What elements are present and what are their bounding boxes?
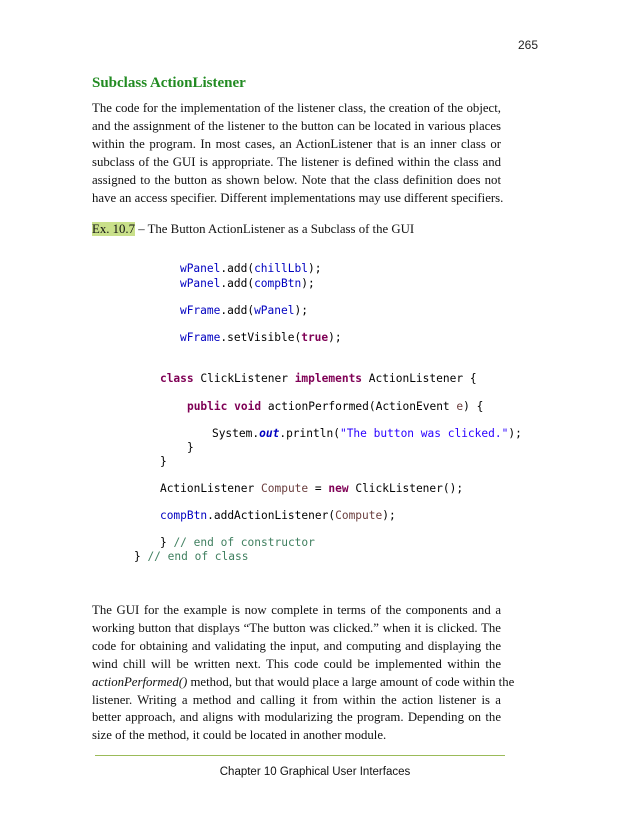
- footer-divider: [95, 755, 505, 756]
- code-line: [153, 318, 342, 357]
- code-token: }: [133, 550, 148, 563]
- code-token: Compute: [261, 482, 309, 495]
- outro-paragraph: [92, 602, 515, 745]
- intro-paragraph: [92, 100, 504, 207]
- code-token: ClickListener: [193, 372, 295, 385]
- code-token: out: [259, 427, 280, 440]
- example-title: – The Button ActionListener as a Subclass of the GUI: [135, 222, 415, 236]
- code-token: wFrame: [179, 331, 221, 344]
- intro-line: have an access specifier. Different implementations may use different specifiers.: [92, 190, 504, 205]
- code-token: ClickListener();: [348, 482, 464, 495]
- code-token: implements: [294, 372, 363, 385]
- code-token: void: [234, 400, 262, 413]
- code-token: class: [159, 372, 194, 385]
- code-token: }: [159, 536, 174, 549]
- section-heading: Subclass ActionListener: [92, 75, 246, 91]
- code-token: );: [301, 277, 315, 290]
- intro-line: and the assignment of the listener to the button can be located in various places: [92, 118, 501, 133]
- intro-line: subclass of the GUI is appropriate. The listener is defined within the class and: [92, 154, 501, 169]
- code-token: e: [456, 400, 464, 413]
- code-token: ActionListener {: [362, 372, 477, 385]
- outro-line: size of the method, it could be located in another module.: [92, 728, 387, 743]
- code-token: .add(: [220, 304, 255, 317]
- example-caption: [92, 222, 414, 237]
- outro-line: better approach, and aligns with modularizing the program. Depending on the: [92, 710, 501, 725]
- code-token: wPanel: [254, 304, 295, 317]
- code-token: true: [301, 331, 329, 344]
- code-token: }: [186, 441, 194, 454]
- example-reference: Ex. 10.7: [92, 222, 136, 236]
- code-token: ActionListener: [159, 482, 261, 495]
- code-token: .setVisible(: [220, 331, 302, 344]
- code-token: chillLbl: [254, 262, 308, 275]
- intro-line: The code for the implementation of the listener class, the creation of the object,: [92, 101, 501, 115]
- outro-line: listener. Writing a method and calling it from within the action listener is a: [92, 692, 501, 707]
- code-token: wFrame: [179, 304, 221, 317]
- code-token: .addActionListener(: [207, 509, 336, 522]
- code-token: actionPerformed(ActionEvent: [261, 400, 457, 413]
- code-line: [185, 414, 522, 453]
- code-token: );: [328, 331, 342, 344]
- code-token: .println(: [279, 427, 340, 440]
- intro-line: assigned to the button as shown below. Note that the class definition does not: [92, 172, 501, 187]
- code-token: public: [186, 400, 228, 413]
- code-token: wPanel: [179, 277, 221, 290]
- code-token: .add(: [220, 277, 255, 290]
- code-token: Compute: [335, 509, 383, 522]
- outro-line: working button that displays “The button was clicked.” when it is clicked. The: [92, 620, 501, 635]
- code-token: );: [508, 427, 522, 440]
- code-token: new: [328, 482, 349, 495]
- code-token: // end of class: [147, 550, 249, 563]
- code-token: .add(: [220, 262, 255, 275]
- code-token: );: [382, 509, 396, 522]
- code-token: wPanel: [179, 262, 221, 275]
- inline-code-reference: actionPerformed(): [92, 674, 188, 689]
- code-token: compBtn: [254, 277, 302, 290]
- code-line: [107, 537, 248, 576]
- code-token: // end of constructor: [173, 536, 315, 549]
- code-token: compBtn: [159, 509, 208, 522]
- page-number: 265: [517, 38, 538, 52]
- code-token: System.: [211, 427, 260, 440]
- code-token: ) {: [463, 400, 484, 413]
- outro-line: The GUI for the example is now complete in terms of the components and a: [92, 603, 501, 617]
- outro-line: code for obtaining and validating the input, and computing and displaying the: [92, 638, 501, 653]
- outro-line: wind chill will be written next. This code could be implemented within the: [92, 656, 501, 671]
- code-token: );: [294, 304, 308, 317]
- code-token: );: [307, 262, 322, 275]
- footer-chapter-title: Chapter 10 Graphical User Interfaces: [219, 766, 411, 778]
- code-token: "The button was clicked.": [339, 427, 509, 440]
- outro-text: method, but that would place a large amount of code within the: [187, 674, 515, 689]
- code-token: }: [159, 455, 167, 468]
- intro-line: within the program. In most cases, an ActionListener that is an inner class or: [92, 136, 501, 151]
- outro-line: [92, 674, 515, 692]
- code-token: =: [308, 482, 329, 495]
